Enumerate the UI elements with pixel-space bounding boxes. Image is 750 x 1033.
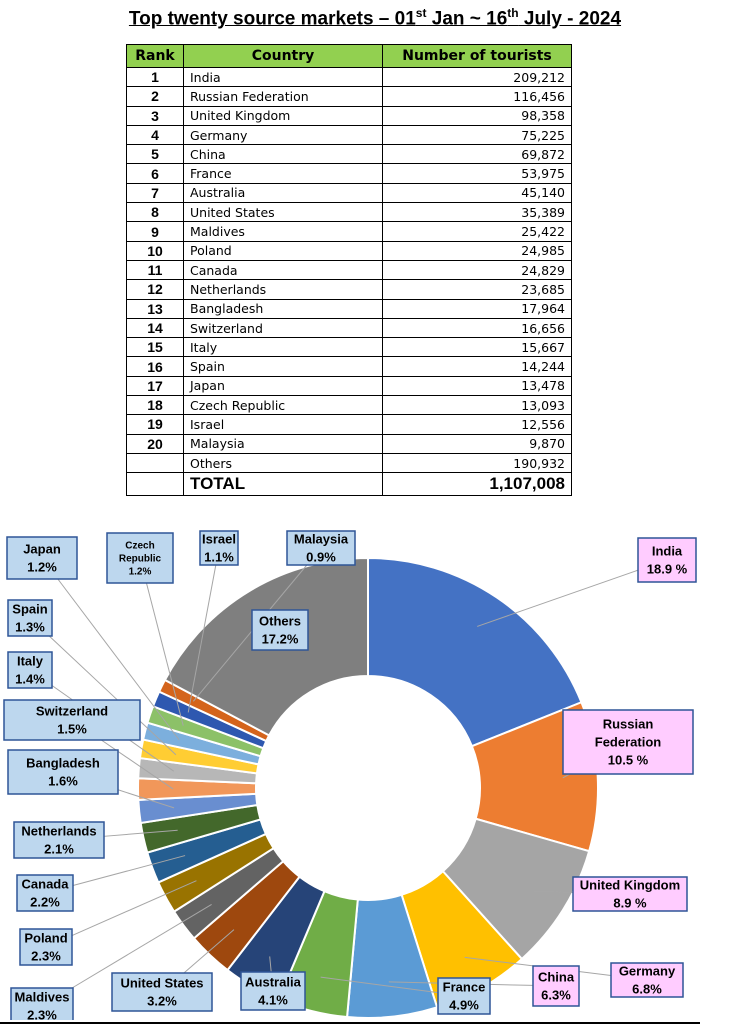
rank-cell — [127, 453, 184, 472]
tourists-cell: 35,389 — [383, 203, 572, 222]
data-label-czech-republic — [107, 533, 173, 583]
country-cell: Russian Federation — [184, 87, 383, 106]
header-rank: Rank — [127, 45, 184, 68]
rank-cell: 6 — [127, 164, 184, 183]
rank-cell: 19 — [127, 415, 184, 434]
table-row — [127, 318, 572, 337]
country-cell: Italy — [184, 338, 383, 357]
rank-cell: 3 — [127, 106, 184, 125]
leader-line-india — [477, 570, 638, 626]
data-label-text: 18.9 % — [646, 561, 688, 577]
tourists-cell: 25,422 — [383, 222, 572, 241]
rank-cell: 16 — [127, 357, 184, 376]
data-label-text: Germany — [618, 963, 676, 979]
country-cell: Netherlands — [184, 280, 383, 299]
country-cell: India — [184, 68, 383, 87]
country-cell: United States — [184, 203, 383, 222]
data-label-netherlands — [14, 822, 104, 858]
total-row — [127, 473, 572, 496]
rank-cell: 20 — [127, 434, 184, 453]
table-row — [127, 338, 572, 357]
data-label-text: Federation — [594, 734, 662, 750]
page-title: Top twenty source markets – 01st Jan ~ 16th July - 2024 — [128, 6, 622, 30]
data-label-text: Israel — [202, 531, 236, 547]
header-country: Country — [184, 45, 383, 68]
tourists-cell: 98,358 — [383, 106, 572, 125]
data-label-text: 2.1% — [44, 841, 74, 857]
country-cell: Israel — [184, 415, 383, 434]
table-row — [127, 222, 572, 241]
data-label-text: Canada — [21, 876, 69, 892]
country-cell: United Kingdom — [184, 106, 383, 125]
tourists-cell: 75,225 — [383, 125, 572, 144]
tourists-cell: 190,932 — [383, 453, 572, 472]
data-label-text: 1.5% — [57, 721, 87, 737]
country-cell: Others — [184, 453, 383, 472]
data-label-united-states — [112, 973, 212, 1011]
data-label-india — [638, 538, 696, 582]
tourists-cell: 53,975 — [383, 164, 572, 183]
data-label-text: Spain — [12, 601, 48, 617]
data-label-text: United Kingdom — [579, 877, 681, 893]
country-cell: France — [184, 164, 383, 183]
data-label-text: Australia — [245, 974, 301, 990]
table-row — [127, 280, 572, 299]
data-label-text: 1.2% — [27, 559, 57, 575]
data-label-text: Netherlands — [21, 823, 97, 839]
data-label-text: 3.2% — [147, 993, 177, 1009]
tourists-cell: 13,093 — [383, 396, 572, 415]
data-label-spain — [8, 600, 52, 636]
data-label-switzerland — [4, 700, 140, 740]
country-cell: Maldives — [184, 222, 383, 241]
rank-cell: 10 — [127, 241, 184, 260]
table-row — [127, 125, 572, 144]
data-label-bangladesh — [8, 750, 118, 794]
table-row — [127, 87, 572, 106]
tourists-cell: 69,872 — [383, 145, 572, 164]
data-label-maldives — [11, 988, 73, 1020]
data-label-text: 6.8% — [632, 981, 662, 997]
country-cell: Switzerland — [184, 318, 383, 337]
rank-cell: 5 — [127, 145, 184, 164]
data-label-text: 4.9% — [449, 997, 479, 1013]
table-header-row — [127, 45, 572, 68]
rank-cell: 9 — [127, 222, 184, 241]
data-label-text: Poland — [24, 930, 68, 946]
table-row — [127, 376, 572, 395]
country-cell: Australia — [184, 183, 383, 202]
data-label-text: Republic — [118, 553, 162, 565]
data-label-russian-federation — [563, 710, 693, 774]
data-label-israel — [200, 531, 238, 565]
country-cell: Malaysia — [184, 434, 383, 453]
data-label-japan — [7, 537, 77, 579]
tourists-cell: 13,478 — [383, 376, 572, 395]
data-label-text: India — [651, 543, 683, 559]
table-row — [127, 241, 572, 260]
tourists-cell: 116,456 — [383, 87, 572, 106]
data-label-text: United States — [120, 975, 204, 991]
rank-cell: 4 — [127, 125, 184, 144]
data-label-text: 2.3% — [31, 948, 61, 964]
data-label-text: Czech — [125, 540, 155, 552]
data-label-text: 1.3% — [15, 619, 45, 635]
tourists-cell: 17,964 — [383, 299, 572, 318]
tourists-cell: 209,212 — [383, 68, 572, 87]
data-label-text: China — [537, 969, 575, 985]
data-label-poland — [20, 929, 72, 965]
tourists-cell: 12,556 — [383, 415, 572, 434]
data-label-text: Italy — [16, 653, 44, 669]
tourists-cell: 9,870 — [383, 434, 572, 453]
table-row — [127, 415, 572, 434]
table-row — [127, 183, 572, 202]
data-label-others — [252, 610, 308, 650]
data-label-text: 6.3% — [541, 987, 571, 1003]
donut-chart — [0, 520, 750, 1020]
data-label-text: 1.1% — [204, 549, 234, 565]
data-label-text: 1.2% — [128, 566, 152, 578]
rank-cell: 2 — [127, 87, 184, 106]
data-label-united-kingdom — [573, 877, 687, 911]
country-cell: Czech Republic — [184, 396, 383, 415]
table-row — [127, 203, 572, 222]
country-cell: Canada — [184, 260, 383, 279]
total-value: 1,107,008 — [383, 473, 572, 496]
total-label: TOTAL — [184, 473, 383, 496]
data-label-text: Bangladesh — [26, 755, 100, 771]
data-label-text: Switzerland — [35, 703, 109, 719]
tourists-cell: 23,685 — [383, 280, 572, 299]
rank-cell: 12 — [127, 280, 184, 299]
data-label-text: 1.6% — [48, 773, 78, 789]
header-tourists: Number of tourists — [383, 45, 572, 68]
bottom-rule — [0, 1022, 700, 1024]
rank-cell: 11 — [127, 260, 184, 279]
data-label-text: 8.9 % — [613, 895, 647, 911]
rank-cell: 13 — [127, 299, 184, 318]
data-label-text: 2.3% — [27, 1007, 57, 1020]
table-row — [127, 164, 572, 183]
data-label-china — [533, 966, 579, 1006]
tourists-cell: 16,656 — [383, 318, 572, 337]
rank-cell: 7 — [127, 183, 184, 202]
country-cell: Poland — [184, 241, 383, 260]
rank-cell: 18 — [127, 396, 184, 415]
country-cell: China — [184, 145, 383, 164]
table-row — [127, 357, 572, 376]
data-label-text: Japan — [23, 541, 61, 557]
table-row — [127, 68, 572, 87]
tourists-cell: 14,244 — [383, 357, 572, 376]
data-label-text: Others — [259, 613, 301, 629]
data-label-text: Maldives — [14, 989, 70, 1005]
data-label-text: France — [442, 979, 486, 995]
tourists-cell: 24,985 — [383, 241, 572, 260]
data-label-text: Russian — [602, 716, 654, 732]
rank-cell: 14 — [127, 318, 184, 337]
data-label-australia — [241, 972, 305, 1010]
data-label-text: 1.4% — [15, 671, 45, 687]
source-markets-table — [126, 44, 572, 496]
total-rank-cell — [127, 473, 184, 496]
data-label-malaysia — [287, 531, 355, 565]
data-label-text: 0.9% — [306, 549, 336, 565]
country-cell: Spain — [184, 357, 383, 376]
rank-cell: 1 — [127, 68, 184, 87]
data-label-germany — [611, 963, 683, 997]
country-cell: Japan — [184, 376, 383, 395]
tourists-cell: 15,667 — [383, 338, 572, 357]
data-label-text: 4.1% — [258, 992, 288, 1008]
table-row — [127, 396, 572, 415]
table-row — [127, 106, 572, 125]
data-label-italy — [8, 652, 52, 688]
tourists-cell: 24,829 — [383, 260, 572, 279]
table-row — [127, 453, 572, 472]
table-row — [127, 145, 572, 164]
table-row — [127, 299, 572, 318]
rank-cell: 17 — [127, 376, 184, 395]
data-label-canada — [17, 875, 73, 911]
tourists-cell: 45,140 — [383, 183, 572, 202]
rank-cell: 8 — [127, 203, 184, 222]
country-cell: Bangladesh — [184, 299, 383, 318]
data-label-text: Malaysia — [293, 531, 349, 547]
data-label-text: 2.2% — [30, 894, 60, 910]
table-row — [127, 434, 572, 453]
data-label-france — [438, 978, 490, 1014]
rank-cell: 15 — [127, 338, 184, 357]
data-label-text: 17.2% — [261, 631, 299, 647]
data-label-text: 10.5 % — [607, 752, 649, 768]
table-row — [127, 260, 572, 279]
country-cell: Germany — [184, 125, 383, 144]
